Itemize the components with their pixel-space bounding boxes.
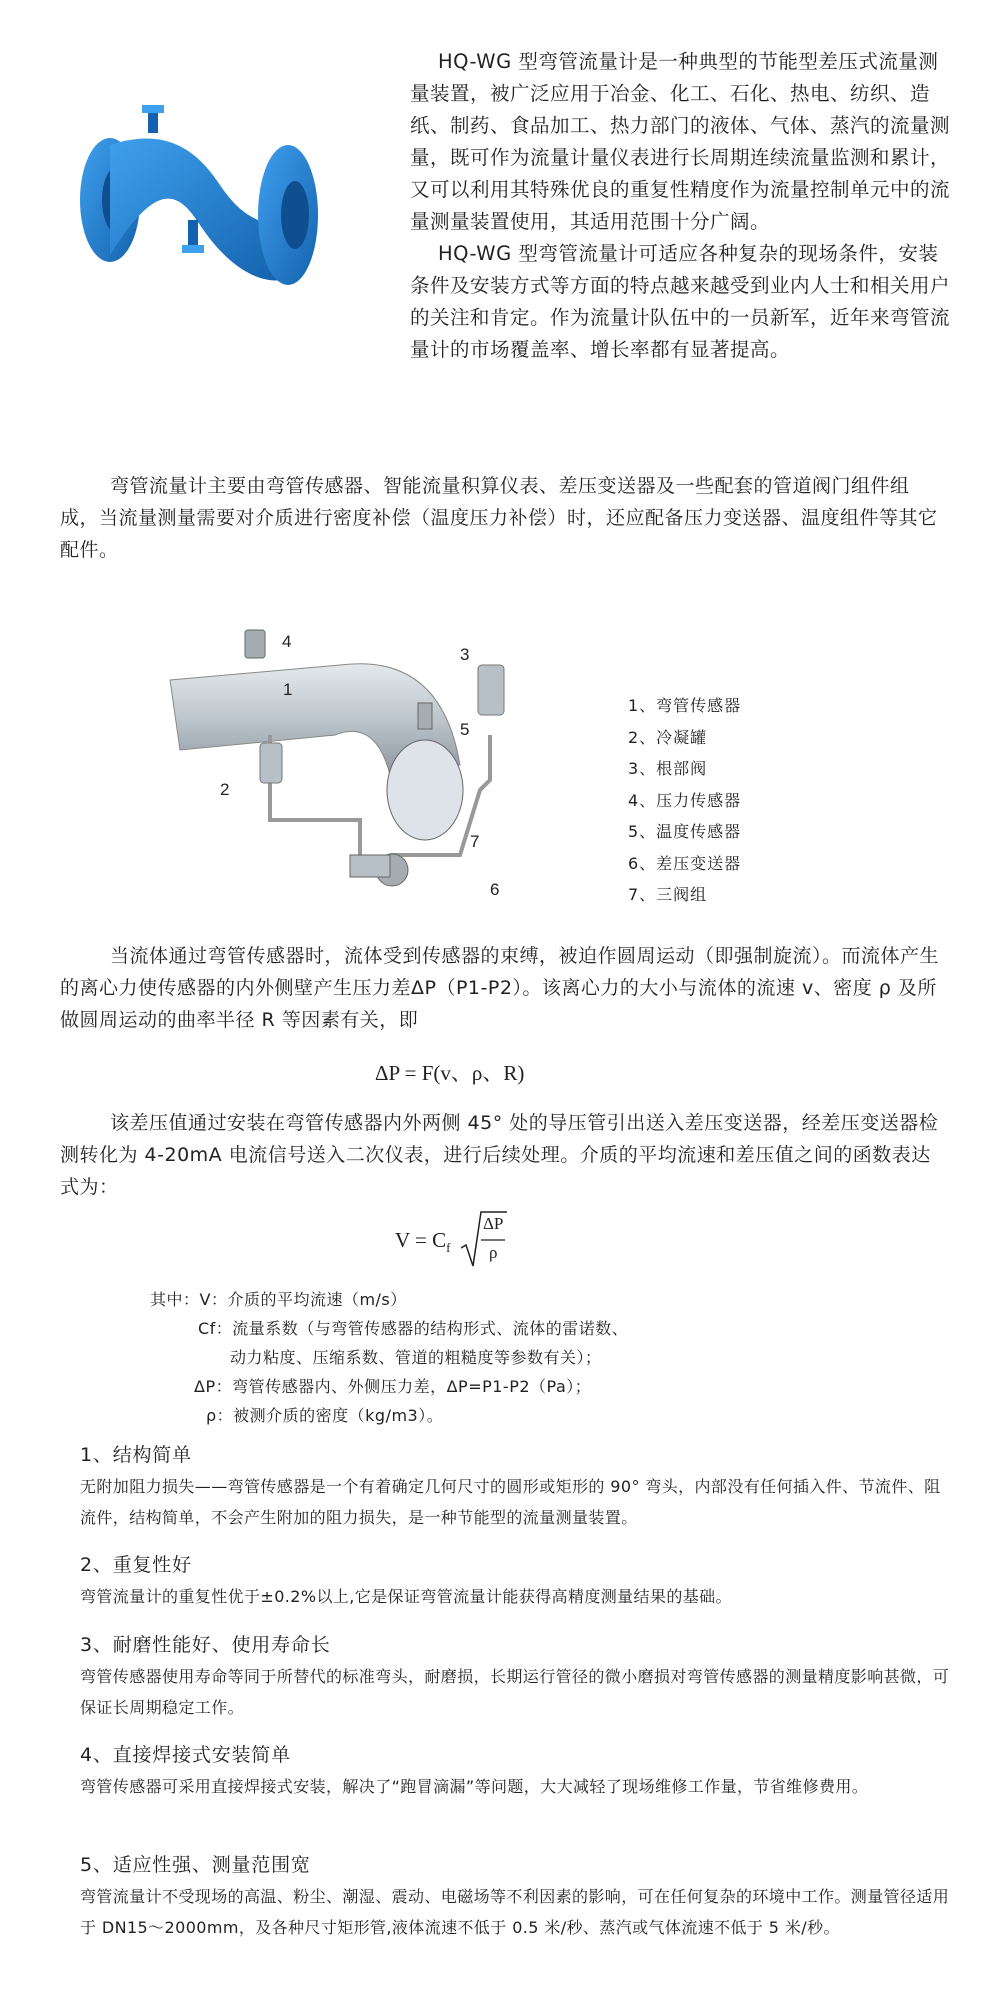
diagram-label-4: 4 <box>282 632 292 651</box>
intro-paragraph-2: HQ-WG 型弯管流量计可适应各种复杂的现场条件，安装条件及安装方式等方面的特点越来越受到业内人士和相关用户的关注和肯定。作为流量计队伍中的一员新军，近年来弯管流量计的市场覆盖率、增长率都有显著提高。 <box>410 242 951 361</box>
condenser-right <box>478 665 504 715</box>
legend-item: 4、压力传感器 <box>628 790 742 810</box>
feature-item: 2、重复性好 弯管流量计的重复性优于±0.2%以上,它是保证弯管流量计能获得高精度测量结果的基础。 <box>80 1554 732 1606</box>
legend-item: 3、根部阀 <box>628 759 708 778</box>
diagram-label-3: 3 <box>460 645 470 664</box>
elbow-flowmeter-image <box>70 105 330 305</box>
legend-item: 5、温度传感器 <box>628 822 742 841</box>
legend-item: 6、差压变送器 <box>628 853 742 873</box>
legend-item: 7、三阀组 <box>628 885 708 904</box>
diagram-label-5: 5 <box>460 720 470 739</box>
principle-text-2: 该差压值通过安装在弯管传感器内外两侧 45° 处的导压管引出送入差压变送器，经差压变送器检测转化为 4-20mA 电流信号送入二次仪表，进行后续处理。介质的平均流速和差压值之间的函数表达式为： <box>60 1112 939 1198</box>
diagram-label-2: 2 <box>220 780 230 799</box>
installation-diagram <box>160 625 590 910</box>
variable-definitions: 其中：V：介质的平均流速（m/s） Cf：流量系数（与弯管传感器的结构形式、流体的雷诺数、 动力粘度、压缩系数、管道的粗糙度等参数有关）； ΔP：弯管传感器内、外侧压力差，ΔP=P1-P2（Pa）； ρ：被测介质的密度（kg/m3）。 <box>150 1290 629 1425</box>
legend-item: 2、冷凝罐 <box>628 727 708 747</box>
feature-item: 4、直接焊接式安装简单 弯管传感器可采用直接焊接式安装，解决了“跑冒滴漏”等问题，大大减轻了现场维修工作量，节省维修费用。 <box>80 1744 869 1796</box>
diagram-legend <box>628 690 741 911</box>
feature-item: 3、耐磨性能好、使用寿命长 弯管传感器使用寿命等同于所替代的标准弯头，耐磨损，长期运行管径的微小磨损对弯管传感器的测量精度影响甚微，可保证长周期稳定工作。 <box>80 1634 950 1717</box>
principle-text-1: 当流体通过弯管传感器时，流体受到传感器的束缚，被迫作圆周运动（即强制旋流）。而流体产生的离心力使传感器的内外侧壁产生压力差ΔP（P1-P2）。该离心力的大小与流体的流速 v、密度 ρ 及所做圆周运动的曲率半径 R 等因素有关，即 <box>60 945 940 1031</box>
legend-item: 1、弯管传感器 <box>628 696 742 715</box>
diagram-label-1: 1 <box>283 680 293 699</box>
formula-velocity: $V = C_f$ ΔP ρ <box>395 1210 525 1270</box>
composition-text: 弯管流量计主要由弯管传感器、智能流量积算仪表、差压变送器及一些配套的管道阀门组件组成，当流量测量需要对介质进行密度补偿（温度压力补偿）时，还应配备压力变送器、温度组件等其它配件。 <box>60 475 938 561</box>
condenser-left <box>260 743 282 783</box>
three-valve-manifold <box>350 855 390 877</box>
intro-paragraph-1: HQ-WG 型弯管流量计是一种典型的节能型差压式流量测量装置，被广泛应用于冶金、化工、石化、热电、纺织、造纸、制药、食品加工、热力部门的液体、气体、蒸汽的流量测量，既可作为流量计量仪表进行长周期连续流量监测和累计，又可以利用其特殊优良的重复性精度作为流量控制单元中的流量测量装置使用，其适用范围十分广阔。 <box>410 50 951 233</box>
diagram-label-6: 6 <box>490 880 500 899</box>
feature-item: 1、结构简单 无附加阻力损失——弯管传感器是一个有着确定几何尺寸的圆形或矩形的 90° 弯头，内部没有任何插入件、节流件、阻流件，结构简单，不会产生附加的阻力损失，是一种节能型的流量测量装置。 <box>80 1444 941 1527</box>
intro-text <box>410 46 950 366</box>
pipe-opening <box>387 740 463 840</box>
temperature-sensor <box>418 703 432 729</box>
feature-item: 5、适应性强、测量范围宽 弯管流量计不受现场的高温、粉尘、潮湿、震动、电磁场等不利因素的影响，可在任何复杂的环境中工作。测量管径适用于 DN15～2000mm，及各种尺寸矩形管,液体流速不低于 0.5 米/秒、蒸汽或气体流速不低于 5 米/秒。 <box>80 1854 950 1937</box>
diagram-label-7: 7 <box>470 832 480 851</box>
formula-dp: ΔP = F(v、ρ、R) <box>375 1061 525 1085</box>
pressure-sensor <box>245 630 265 658</box>
